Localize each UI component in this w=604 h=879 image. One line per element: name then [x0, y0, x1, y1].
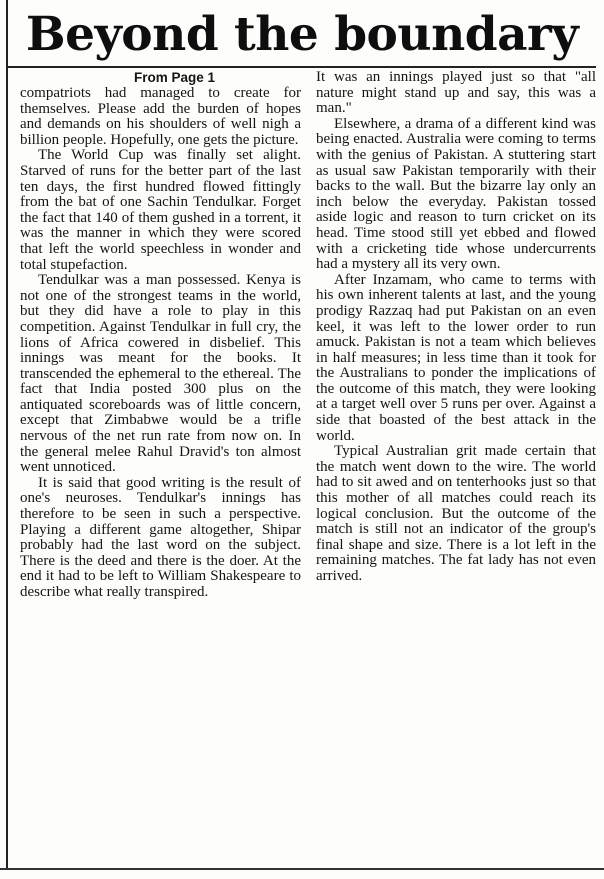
paragraph: It was an innings played just so that "all nature might stand up and say, this was a man."	[316, 69, 596, 117]
article-column-right	[316, 70, 596, 585]
left-border-rule	[6, 0, 8, 868]
paragraph: After Inzamam, who came to terms with his own inherent talents at last, and the young prodigy Razzaq had put Pakistan on an even keel, it was left to the lower order to run amuck. Pakistan is not a team which believes in half measures; in less time than it took for the Australians to ponder the implications of the outcome of this match, they were looking at a target well over 5 runs per over. Against a side that boasted of the best attack in the world.	[316, 271, 596, 444]
headline-rule	[8, 66, 596, 68]
headline: Beyond the boundary	[25, 7, 579, 62]
paragraph: compatriots had managed to create for themselves. Please add the burden of hopes and demands on his shoulders of well nigh a billion people. Hopefully, one gets the picture.	[20, 85, 301, 148]
paragraph: The World Cup was finally set alight. Starved of runs for the better part of the last ten days, the first hundred flowed fittingly from the bat of one Sachin Tendulkar. Forget the fact that 140 of them gushed in a torrent, it was the manner in which they were scored that left the world speechless in wonder and total stupefaction.	[20, 147, 301, 273]
paragraph: It is said that good writing is the result of one's neuroses. Tendulkar's innings has therefore to be seen in such a perspective. Playing a different game altogether, Shipar probably had the last word on the subject. There is the deed and there is the doer. At the end it had to be left to William Shakespeare to describe what really transpired.	[20, 474, 301, 600]
paragraph: Tendulkar was a man possessed. Kenya is not one of the strongest teams in the world, but they did have a role to play in this competition. Against Tendulkar in full cry, the lions of Africa cowered in disbelief. This innings was meant for the books. It transcended the ephemeral to the ethereal. The fact that India posted 300 plus on the antiquated scoreboards was of little concern, except that Zimbabwe would be a trifle nervous of the net run rate from now on. In the general melee Rahul Dravid's ton almost went unnoticed.	[20, 272, 301, 476]
jump-line: From Page 1	[134, 70, 216, 85]
article-column-left	[20, 70, 301, 601]
paragraph: Typical Australian grit made certain that the match went down to the wire. The world had to sit awed and on tenterhooks just so that this mother of all matches could reach its logical conclusion. But the outcome of the match is still not an indicator of the group's final shape and size. There is a lot left in the remaining matches. The fat lady has not even arrived.	[316, 443, 596, 584]
paragraph: Elsewhere, a drama of a different kind was being enacted. Australia were coming to terms with the genius of Pakistan. A stuttering start as usual saw Pakistan temporarily with their backs to the wall. But the bizarre lay only an inch below the everyday. Pakistan tossed aside logic and reason to turn cricket on its head. Time stood still yet ebbed and flowed with a cricketing tide whose undercurrents had a mystery all its very own.	[316, 115, 596, 273]
bottom-border-rule	[0, 868, 604, 870]
